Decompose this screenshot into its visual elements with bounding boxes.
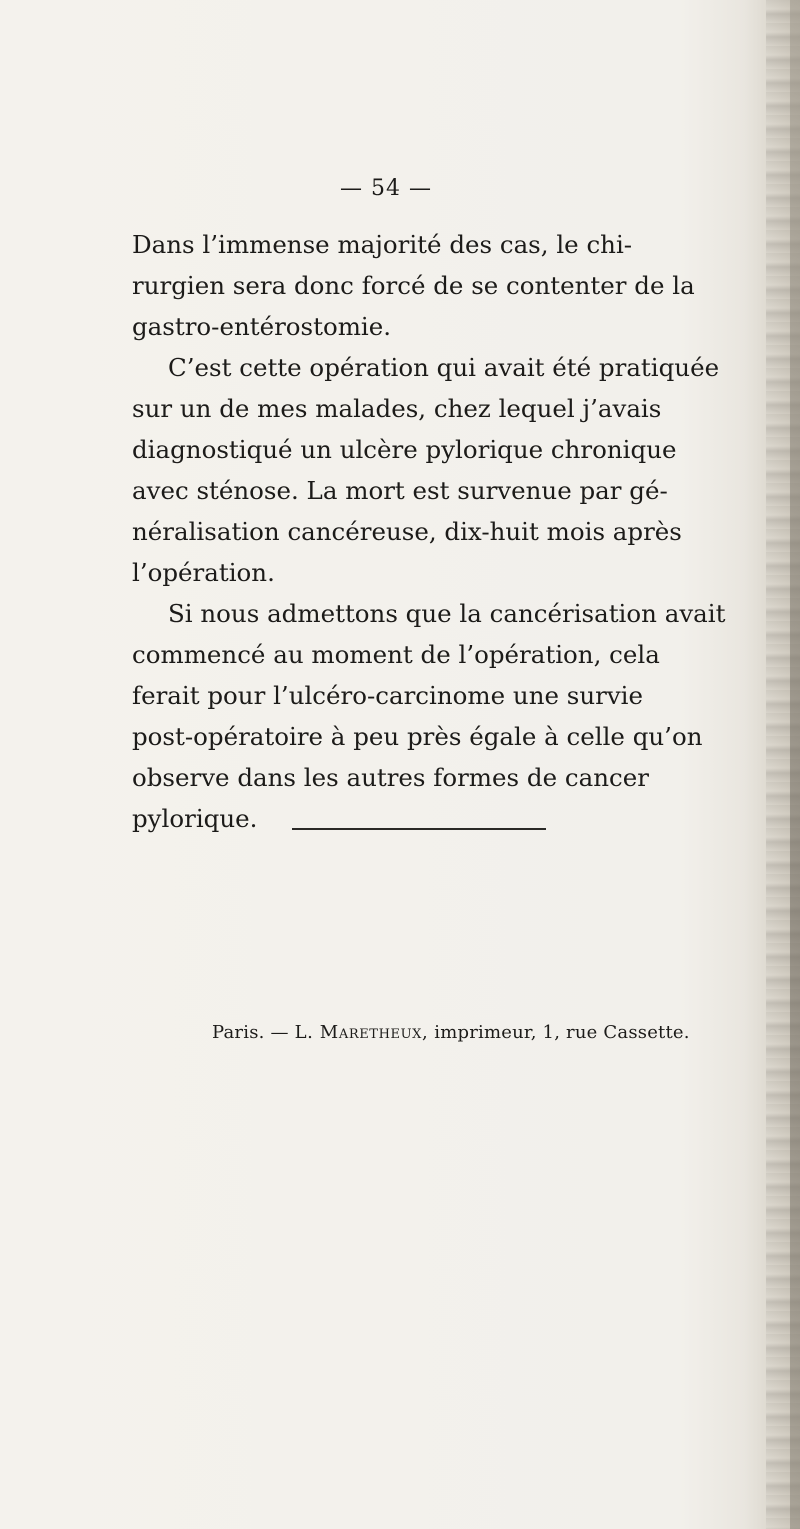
text-line: sur un de mes malades, chez lequel j’avais bbox=[132, 394, 662, 423]
paragraph-1 bbox=[132, 224, 732, 347]
text-line: pylorique. bbox=[132, 804, 258, 833]
text-line: avec sténose. La mort est survenue par gé- bbox=[132, 476, 668, 505]
imprint-details: imprimeur, 1, rue Cassette. bbox=[434, 1022, 690, 1043]
text-line: post-opératoire à peu près égale à celle qu’on bbox=[132, 722, 703, 751]
text-line: gastro-entérostomie. bbox=[132, 312, 392, 341]
paragraph-3 bbox=[132, 593, 732, 839]
text-line: ferait pour l’ulcéro-carcinome une survie bbox=[132, 681, 643, 710]
imprint-dash: — bbox=[270, 1022, 289, 1043]
text-line: commencé au moment de l’opération, cela bbox=[132, 640, 660, 669]
text-line: diagnostiqué un ulcère pylorique chronique bbox=[132, 435, 677, 464]
imprint-printer-name: L. Maretheux, bbox=[294, 1022, 429, 1043]
page-edge-binding bbox=[790, 0, 800, 1529]
text-line: C’est cette opération qui avait été pratiquée bbox=[168, 353, 720, 382]
imprint-city: Paris. bbox=[212, 1022, 265, 1043]
text-line: Dans l’immense majorité des cas, le chi- bbox=[132, 230, 633, 259]
text-line: néralisation cancéreuse, dix-huit mois après bbox=[132, 517, 682, 546]
horizontal-rule bbox=[292, 828, 546, 830]
printer-imprint bbox=[212, 1022, 690, 1043]
text-line: observe dans les autres formes de cancer bbox=[132, 763, 649, 792]
text-line: l’opération. bbox=[132, 558, 275, 587]
text-line: Si nous admettons que la cancérisation avait bbox=[168, 599, 726, 628]
body-text bbox=[132, 224, 732, 839]
page-number: — 54 — bbox=[340, 176, 432, 201]
paragraph-2 bbox=[132, 347, 732, 593]
text-line: rurgien sera donc forcé de se contenter de la bbox=[132, 271, 695, 300]
